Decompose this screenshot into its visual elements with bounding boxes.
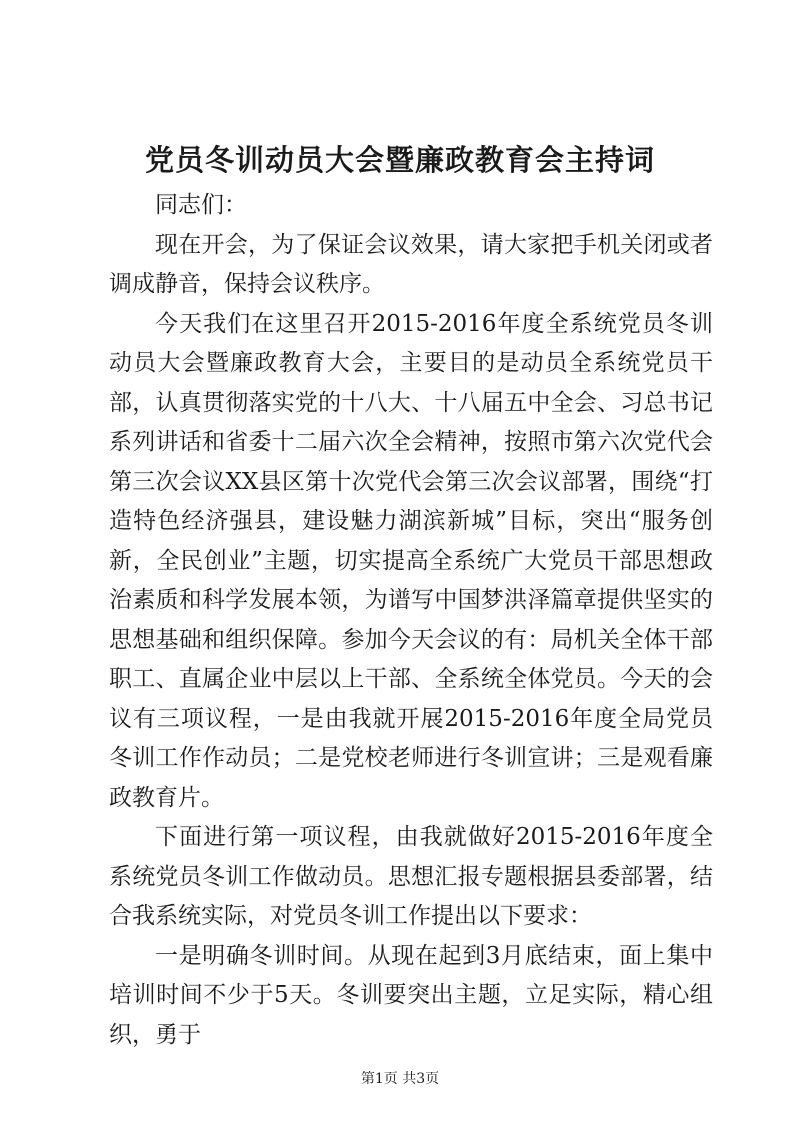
paragraph-meeting-purpose: 今天我们在这里召开2015-2016年度全系统党员冬训动员大会暨廉政教育大会，主要目的是动员全系统党员干部，认真贯彻落实党的十八大、十八届五中全会、习总书记系列讲话和省委十二届六次全会精神，按照市第六次党代会第三次会议XX县区第十次党代会第三次会议部署，围绕“打造特色经济强县，建设魅力湖滨新城”目标，突出“服务创新，全民创业”主题，切实提高全系统广大党员干部思想政治素质和科学发展本领，为谱写中国梦洪泽篇章提供坚实的思想基础和组织保障。参加今天会议的有：局机关全体干部职工、直属企业中层以上干部、全系统全体党员。今天的会议有三项议程，一是由我就开展2015-2016年度全局党员冬训工作作动员；二是党校老师进行冬训宣讲；三是观看廉政教育片。 <box>109 310 713 811</box>
paragraph-opening: 现在开会，为了保证会议效果，请大家把手机关闭或者调成静音，保持会议秩序。 <box>109 231 713 297</box>
paragraph-first-agenda: 下面进行第一项议程，由我就做好2015-2016年度全系统党员冬训工作做动员。思想汇报专题根据县委部署，结合我系统实际，对党员冬训工作提出以下要求： <box>109 824 713 929</box>
paragraph-salutation: 同志们： <box>155 192 247 218</box>
page-number-footer: 第1页 共3页 <box>360 1071 440 1087</box>
paragraph-requirement-one: 一是明确冬训时间。从现在起到3月底结束，面上集中培训时间不少于5天。冬训要突出主题，立足实际，精心组织，勇于 <box>109 942 713 1048</box>
document-body <box>109 186 713 1055</box>
document-title: 党员冬训动员大会暨廉政教育会主持词 <box>144 143 655 177</box>
